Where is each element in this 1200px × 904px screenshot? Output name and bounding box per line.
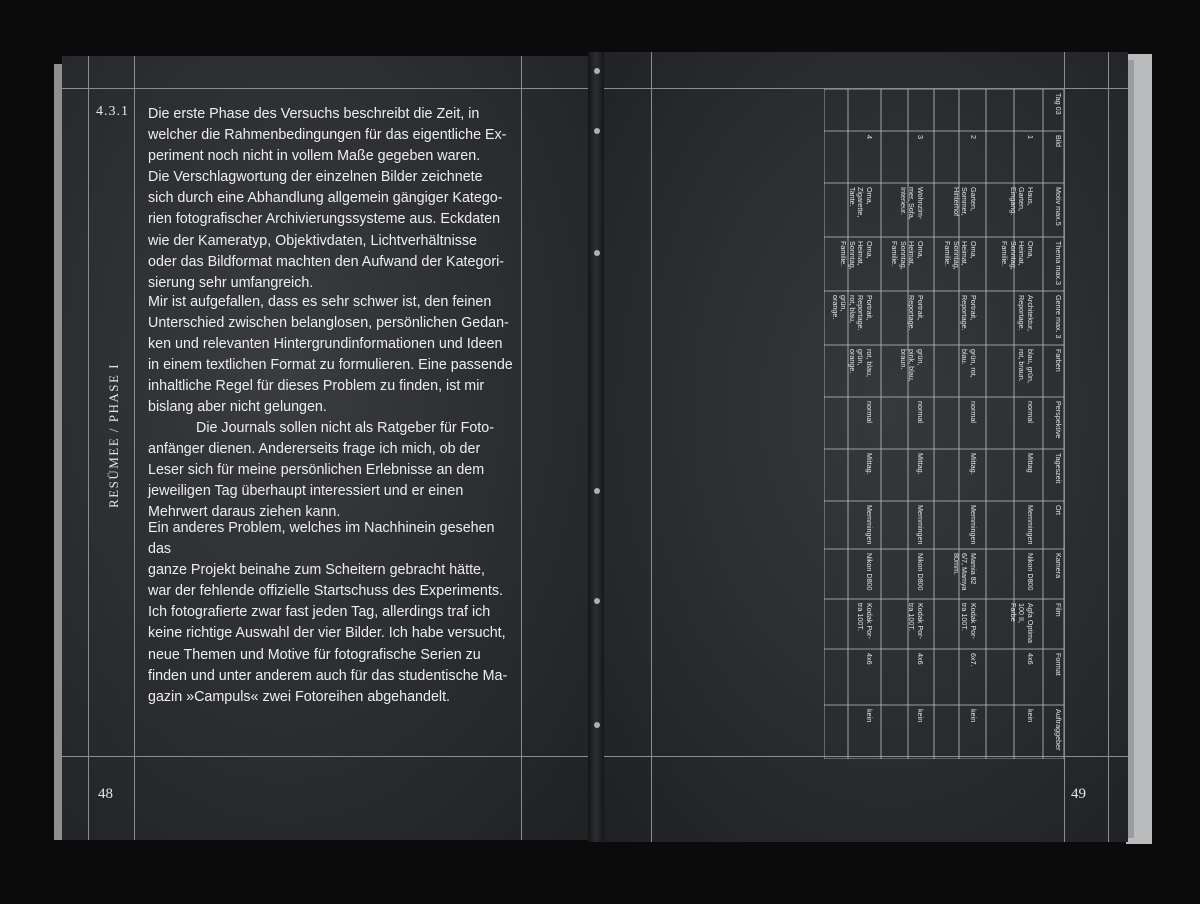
running-head-text: RESÜMEE / PHASE I bbox=[106, 362, 121, 508]
text-line: war der fehlende offizielle Startschuss des Experiments. bbox=[148, 583, 503, 600]
table-cell-text: Memmingen bbox=[1026, 505, 1035, 545]
table-cell-text: grün, rot, blau. bbox=[960, 349, 978, 378]
text-line: bislang aber nicht gelungen. bbox=[148, 399, 327, 416]
table-cell-text: Portrait, Reportage. bbox=[907, 295, 925, 331]
table-cell-text: Garten, Sommer, Hinterhof bbox=[951, 187, 978, 217]
table-cell-text: grün, pink, blau, braun. bbox=[898, 349, 925, 382]
table-cell-text: kein bbox=[916, 709, 925, 723]
grid-line bbox=[1064, 52, 1065, 842]
table-cell-text: kein bbox=[969, 709, 978, 723]
table-cell-text: Haus, Garten, Eingang. bbox=[1008, 187, 1035, 216]
table-cell-text: Portrait, Reportage. rot, blau, grün, orange. bbox=[830, 295, 874, 331]
page-number-right: 49 bbox=[1071, 786, 1086, 802]
text-line: keine richtige Auswahl der vier Bilder. Ich habe versucht, bbox=[148, 625, 506, 642]
table-cell-text: 6x7. bbox=[969, 653, 978, 667]
table-header-text: Thema max.3 bbox=[1054, 241, 1063, 285]
stitch-dot bbox=[594, 488, 600, 494]
data-table bbox=[824, 89, 1064, 759]
text-line: wie der Kameratyp, Objektivdaten, Lichtverhältnisse bbox=[148, 232, 477, 249]
table-cell-text: Mamia 82 6/7, Mamya 80mm. bbox=[951, 553, 978, 591]
table-cell-text: normal bbox=[1026, 401, 1035, 423]
table-cell-text: Wohnzim- mer, Sofa, Interieur. bbox=[898, 187, 925, 220]
text-line: inhaltliche Regel für dieses Problem zu finden, ist mir bbox=[148, 378, 485, 395]
text-line: Unterschied zwischen belanglosen, persönlichen Gedan- bbox=[148, 315, 509, 332]
table-cell-text: 1 bbox=[1026, 135, 1035, 139]
body-paragraph bbox=[148, 104, 521, 294]
text-line: welcher die Rahmenbedingungen für das eigentliche Ex- bbox=[148, 127, 507, 144]
table-cell-text: Agfa Optima 100 II, Farbe bbox=[1008, 603, 1035, 643]
body-paragraph bbox=[148, 292, 521, 419]
text-line: anfänger dienen. Andererseits frage ich mich, ob der bbox=[148, 441, 481, 458]
stitch-dot bbox=[594, 128, 600, 134]
text-line: ken und relevanten Hintergrundinformationen und Ideen bbox=[148, 336, 503, 353]
table-cell-text: Mittag bbox=[1026, 453, 1035, 473]
text-line: Ein anderes Problem, welches im Nachhinein gesehen das bbox=[148, 520, 495, 558]
table-cell-text: 4x6 bbox=[916, 653, 925, 665]
text-line: Die erste Phase des Versuchs beschreibt die Zeit, in bbox=[148, 106, 480, 122]
grid-line bbox=[62, 756, 588, 757]
table-header-text: Bild bbox=[1054, 135, 1063, 147]
table-header-text: Perspektive bbox=[1054, 401, 1063, 439]
text-line: rien fotografischer Archivierungssysteme aus. Eckdaten bbox=[148, 211, 501, 228]
table-title-text: Tag 03 bbox=[1054, 93, 1063, 115]
table-cell-text: Nikon D800 bbox=[865, 553, 874, 591]
table-cell-text: Oma, Heimat, Sonntag, Familie. bbox=[1000, 241, 1035, 270]
table-header-text: Ort bbox=[1054, 505, 1063, 515]
table-cell-text: Kodak Por- tra 100T. bbox=[960, 603, 978, 639]
table-header-text: Genre max. 3 bbox=[1054, 295, 1063, 339]
grid-line bbox=[1108, 52, 1109, 842]
table-cell-text: Mittag. bbox=[916, 453, 925, 475]
table-cell-text: 2 bbox=[969, 135, 978, 139]
text-line: ganze Projekt beinahe zum Scheitern gebracht hätte, bbox=[148, 562, 485, 579]
section-number: 4.3.1 bbox=[96, 104, 129, 119]
text-line: Mir ist aufgefallen, dass es sehr schwer ist, den feinen bbox=[148, 294, 492, 310]
table-cell-text: Memmingen bbox=[969, 505, 978, 545]
table-header-text: Motiv max.5 bbox=[1054, 187, 1063, 226]
table-cell-text: 4x6 bbox=[865, 653, 874, 665]
text-line: Die Verschlagwortung der einzelnen Bilder zeichnete bbox=[148, 169, 483, 186]
text-line: sich durch eine Abhandlung allgemein gängiger Katego- bbox=[148, 190, 503, 207]
text-line: Mehrwert daraus ziehen kann. bbox=[148, 504, 341, 521]
grid-line bbox=[88, 56, 89, 840]
grid-line bbox=[521, 56, 522, 840]
table-cell-text: Kodak Por- tra 100T. bbox=[856, 603, 874, 639]
table-cell-text: 4x6 bbox=[1026, 653, 1035, 665]
table-cell-text: normal bbox=[865, 401, 874, 423]
body-paragraph bbox=[148, 518, 521, 708]
text-line: Leser sich für meine persönlichen Erlebnisse an dem bbox=[148, 462, 485, 479]
table-header-text: Auftraggeber bbox=[1054, 709, 1063, 751]
table-cell-text: Oma, Heimat, Sonntag, Familie. bbox=[943, 241, 978, 270]
table-cell-text: Oma, Heimat, Sonntag, Familie. bbox=[890, 241, 925, 270]
table-cell-text: blau, grün, rot, braun. bbox=[1017, 349, 1035, 383]
grid-line bbox=[134, 56, 135, 840]
text-line: jeweiligen Tag überhaupt interessiert und er einen bbox=[148, 483, 464, 500]
grid-line bbox=[62, 88, 588, 89]
text-line: in einem textlichen Format zu formulieren. Eine passende bbox=[148, 357, 513, 374]
table-cell-text: kein bbox=[865, 709, 874, 723]
grid-line bbox=[651, 52, 652, 842]
table-header-text: Tageszeit bbox=[1054, 453, 1063, 484]
table-cell-text: normal bbox=[916, 401, 925, 423]
table-cell-text: normal bbox=[969, 401, 978, 423]
table-header-text: Kamera bbox=[1054, 553, 1063, 579]
text-line: oder das Bildformat machten den Aufwand der Kategori- bbox=[148, 253, 505, 270]
table-header-text: Film bbox=[1054, 603, 1063, 617]
page-number-left: 48 bbox=[98, 786, 113, 802]
stitch-dot bbox=[594, 250, 600, 256]
table-cell-text: rot, blau, grün, orange. bbox=[847, 349, 874, 377]
table-cell-text: kein bbox=[1026, 709, 1035, 723]
text-line: Die Journals sollen nicht als Ratgeber für Foto- bbox=[196, 420, 494, 436]
text-line: sierung sehr umfangreich. bbox=[148, 274, 314, 291]
table-cell-text: Oma, Zigarette, Tante. bbox=[847, 187, 874, 218]
table-cell-text: 3 bbox=[916, 135, 925, 139]
table-cell-text: 4 bbox=[865, 135, 874, 139]
text-line: periment noch nicht in vollem Maße gegeben waren. bbox=[148, 148, 481, 165]
table-cell-text: Kodak Por- tra 100T. bbox=[907, 603, 925, 639]
text-line: Ich fotografierte zwar fast jeden Tag, allerdings traf ich bbox=[148, 604, 491, 621]
table-cell-text: Architektur, Reportage. bbox=[1017, 295, 1035, 331]
text-line: finden und unter anderem auch für das studentische Ma- bbox=[148, 667, 508, 684]
stitch-dot bbox=[594, 722, 600, 728]
table-cell-text: Memmingen bbox=[916, 505, 925, 545]
text-line: gazin »Campuls« zwei Fotoreihen abgehandelt. bbox=[148, 688, 451, 705]
text-line: neue Themen und Motive für fotografische Serien zu bbox=[148, 646, 481, 663]
table-cell-text: Portrait, Reportage. bbox=[960, 295, 978, 331]
table-header-text: Format bbox=[1054, 653, 1063, 676]
table-cell-text: Mittag. bbox=[865, 453, 874, 475]
stitch-dot bbox=[594, 598, 600, 604]
body-paragraph bbox=[148, 418, 521, 523]
table-cell-text: Oma, Heimat, Sonntag, Familie. bbox=[839, 241, 874, 270]
table-cell-text: Memmingen bbox=[865, 505, 874, 545]
table-cell-text: Mittag. bbox=[969, 453, 978, 475]
table-cell-text: Nikon D800 bbox=[1026, 553, 1035, 591]
stitch-dot bbox=[594, 68, 600, 74]
table-header-text: Farben bbox=[1054, 349, 1063, 372]
table-cell-text: Nikon D800 bbox=[916, 553, 925, 591]
